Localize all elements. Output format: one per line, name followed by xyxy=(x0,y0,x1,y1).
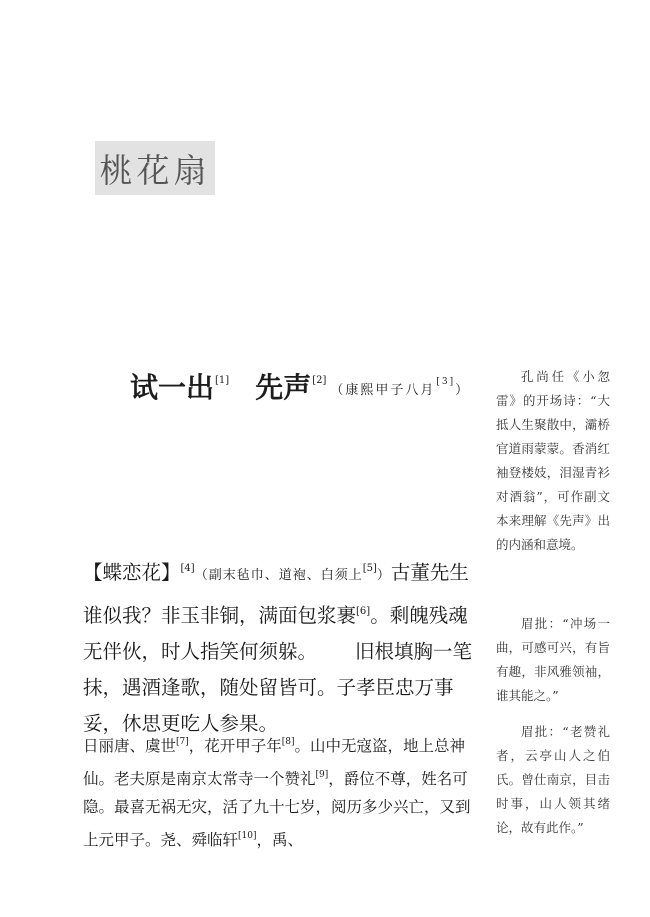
sidenote-2 xyxy=(496,612,610,708)
scene-date-note: （康熙甲子八月 xyxy=(330,383,436,398)
scene-date-close: ） xyxy=(455,383,471,398)
speech-text-1: 日丽唐、虞世 xyxy=(83,737,177,755)
aria-text-1: 古董先生谁似我？非玉非铜，满面包浆裹 xyxy=(83,561,469,627)
footnote-ref-5[interactable]: [5] xyxy=(362,563,377,574)
stage-direction-close: ） xyxy=(376,568,391,583)
speech-text-5: ，禹、 xyxy=(256,830,304,849)
footnote-ref-10[interactable]: [10] xyxy=(238,830,257,841)
sidenote-text-3: 眉批：“老赞礼者，云亭山人之伯氏。曾仕南京，目击时事，山人领其绪论，故有此作。” xyxy=(496,724,610,835)
stage-direction: （副末毡巾、道袍、白须上 xyxy=(194,568,363,583)
footnote-ref-8[interactable]: [8] xyxy=(281,737,295,747)
footnote-ref-2[interactable]: [2] xyxy=(312,375,327,386)
sidenote-1 xyxy=(496,365,610,557)
footnote-ref-6[interactable]: [6] xyxy=(356,606,371,617)
book-title: 桃花扇 xyxy=(99,150,211,190)
footnote-ref-7[interactable]: [7] xyxy=(176,737,189,747)
footnote-ref-3[interactable]: [3] xyxy=(436,377,456,387)
footnote-ref-9[interactable]: [9] xyxy=(315,769,329,780)
scene-heading xyxy=(130,366,470,406)
aria-block xyxy=(83,551,483,742)
tune-name: 【蝶恋花】 xyxy=(83,561,181,584)
speech-block xyxy=(83,728,483,854)
aria-text-2: 。剩魄残魂无伴伙，时人指笑何须躲。 xyxy=(83,604,468,663)
speech-text-2: ，花开甲子年 xyxy=(188,737,282,755)
book-title-box xyxy=(95,141,215,195)
aria-text-3: 旧根填胸一笔抹，遇酒逢歌，随处留皆可。子孝臣忠万事妥，休思更吃人参果。 xyxy=(83,640,473,735)
sidenote-text-1: 孔尚任《小忽雷》的开场诗：“大抵人生聚散中，灞桥官道雨蒙蒙。香消红袖登楼妓，泪湿青衫对酒翁”，可作副文本来理解《先声》出的内涵和意境。 xyxy=(496,369,610,552)
speech-text-3: 。山中无寇盗，地上总神仙。老夫原是南京太常寺一个赞礼 xyxy=(83,737,466,788)
sidenote-3 xyxy=(496,720,610,840)
scene-title-part1: 试一出 xyxy=(130,371,215,404)
speech-text-4: ，爵位不尊，姓名可隐。最喜无祸无灾，活了九十七岁，阅历多少兴亡，又到上元甲子。尧、舜临轩 xyxy=(83,769,471,849)
footnote-ref-1[interactable]: [1] xyxy=(215,375,230,386)
footnote-ref-4[interactable]: [4] xyxy=(180,563,195,574)
scene-title-part2: 先声 xyxy=(255,371,312,404)
sidenote-text-2: 眉批：“冲场一曲，可感可兴，有旨有趣，非风雅领袖，谁其能之。” xyxy=(496,616,610,703)
